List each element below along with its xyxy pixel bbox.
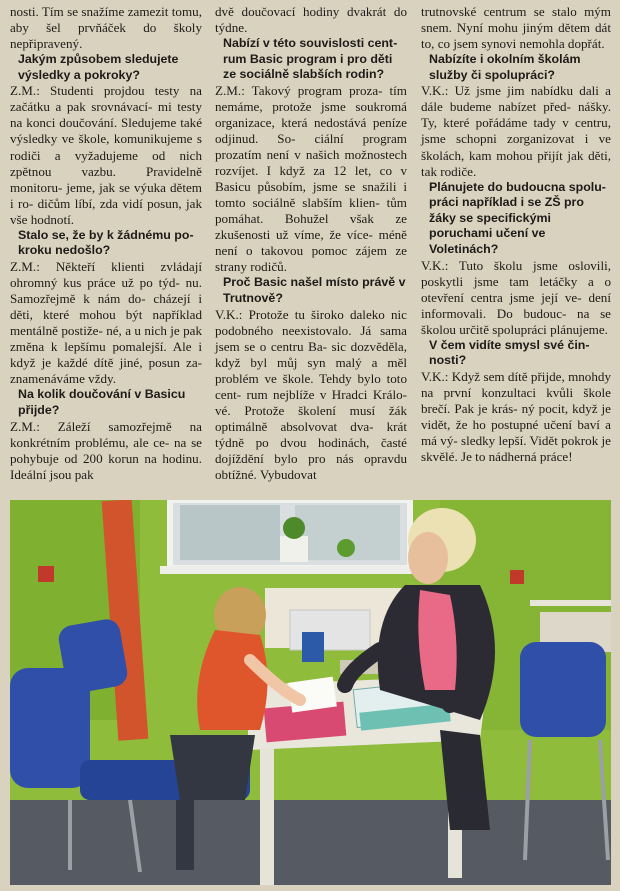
interview-answer: Z.M.: Studenti projdou testy na začátku a pak srovnávací- mi testy na konci doučování. Sledujeme také výsledky ve škole, komunikujeme s rodiči a vyžadujeme od nich zpětnou vazbu. Pravidelně monitoru- jeme, jak se výuka dětem i ro- dičům líbí, zda vidí posun, jak vše hodnotí. bbox=[10, 83, 202, 227]
interview-answer: Z.M.: Takový program proza- tím nemáme, protože jsme soukromá organizace, která nedostává peníze odjinud. So- ciální program prozatím není v našich možnostech rozvíjet. I když za 12 let, co v Basicu působím, jsme se snažili i tomto sociálně slabším klien- tům pomáhat. Bohužel však ze zkušenosti už víme, že více- méně není o takovou pomoc zájem ze strany rodičů. bbox=[215, 82, 407, 275]
interview-answer: Z.M.: Záleží samozřejmě na konkrétním problému, ale ce- na se pohybuje od 200 korun na hodinu. Ideální jsou pak bbox=[10, 418, 202, 482]
interview-question: V čem vidíte smysl své čin- nosti? bbox=[429, 337, 590, 368]
interview-answer: V.K.: Protože tu široko daleko nic podobného neexistovalo. Já sama jsem se o centru Ba- sic dozvěděla, když byl můj syn malý a měl problém ve škole. Tehdy bylo toto cent- rum nejblíže v Hradci Králo- vé. Protože školení musí žák optimálně absolvovat dva- krát týdně po dvou hodinách, časté dojíždění bylo pro nás opravdu obtížné. Vybudovat bbox=[215, 306, 407, 483]
interview-question: Plánujete do budoucna spolu- práci například i se ZŠ pro žáky se specifickými poruchami učení ve Voletinách? bbox=[429, 179, 606, 256]
interview-question: Proč Basic našel místo právě v Trutnově? bbox=[223, 275, 406, 306]
interview-question: Stalo se, že by k žádnému po- kroku nedošlo? bbox=[18, 227, 194, 258]
article-column-1 bbox=[10, 4, 202, 483]
interview-answer: V.K.: Tuto školu jsme oslovili, poskytli jsme tam letáčky a o otevření centra jsme její ve- dení informovali. Do budouc- na se školou určitě spolupráci plánujeme. bbox=[421, 257, 611, 337]
interview-answer: trutnovské centrum se stalo mým snem. Nyní mohu jiným dětem dát to, co jsem synovi nemohla dopřát. bbox=[421, 4, 611, 52]
interview-question: Na kolik doučování v Basicu přijde? bbox=[18, 387, 186, 417]
article-column-2 bbox=[215, 4, 407, 483]
interview-question: Nabízí v této souvislosti cent- rum Basic program i pro děti ze sociálně slabších rodin? bbox=[223, 36, 398, 82]
interview-answer: V.K.: Už jsme jim nabídku dali a dále budeme nabízet před- nášky. Ty, které pořádáme tady v centru, jsme schopni zorganizovat i ve školách, kam mohou přijít jak děti, tak rodiče. bbox=[421, 83, 611, 179]
floor bbox=[10, 800, 611, 885]
classroom-photo bbox=[10, 500, 611, 885]
interview-answer: Z.M.: Někteří klienti zvládají ohromný kus práce už po týd- nu. Samozřejmě k nám do- cházejí i děti, které mohou být například mentálně postiže- né, a u nich je pak změna k lepšímu pomalejší. Ale i když je každé dítě jiné, posun za- znamenáváme vždy. bbox=[10, 258, 202, 387]
interview-answer: V.K.: Když sem dítě přijde, mnohdy na první konzultaci kvůli škole brečí. Pak je krás- ný pocit, když je vidět, že ho postupné učení baví a má vý- sledky lepší. Vidět pokrok je skvělé. Je to nádherná práce! bbox=[421, 369, 611, 465]
interview-answer: nosti. Tím se snažíme zamezit tomu, aby šel prvňáček do školy nepřipravený. bbox=[10, 4, 202, 52]
interview-question: Nabízíte i okolním školám služby či spolupráci? bbox=[429, 52, 581, 82]
interview-answer: dvě doučovací hodiny dvakrát do týdne. bbox=[215, 4, 407, 36]
article-column-3 bbox=[421, 4, 611, 465]
interview-question: Jakým způsobem sledujete výsledky a pokroky? bbox=[18, 52, 179, 82]
